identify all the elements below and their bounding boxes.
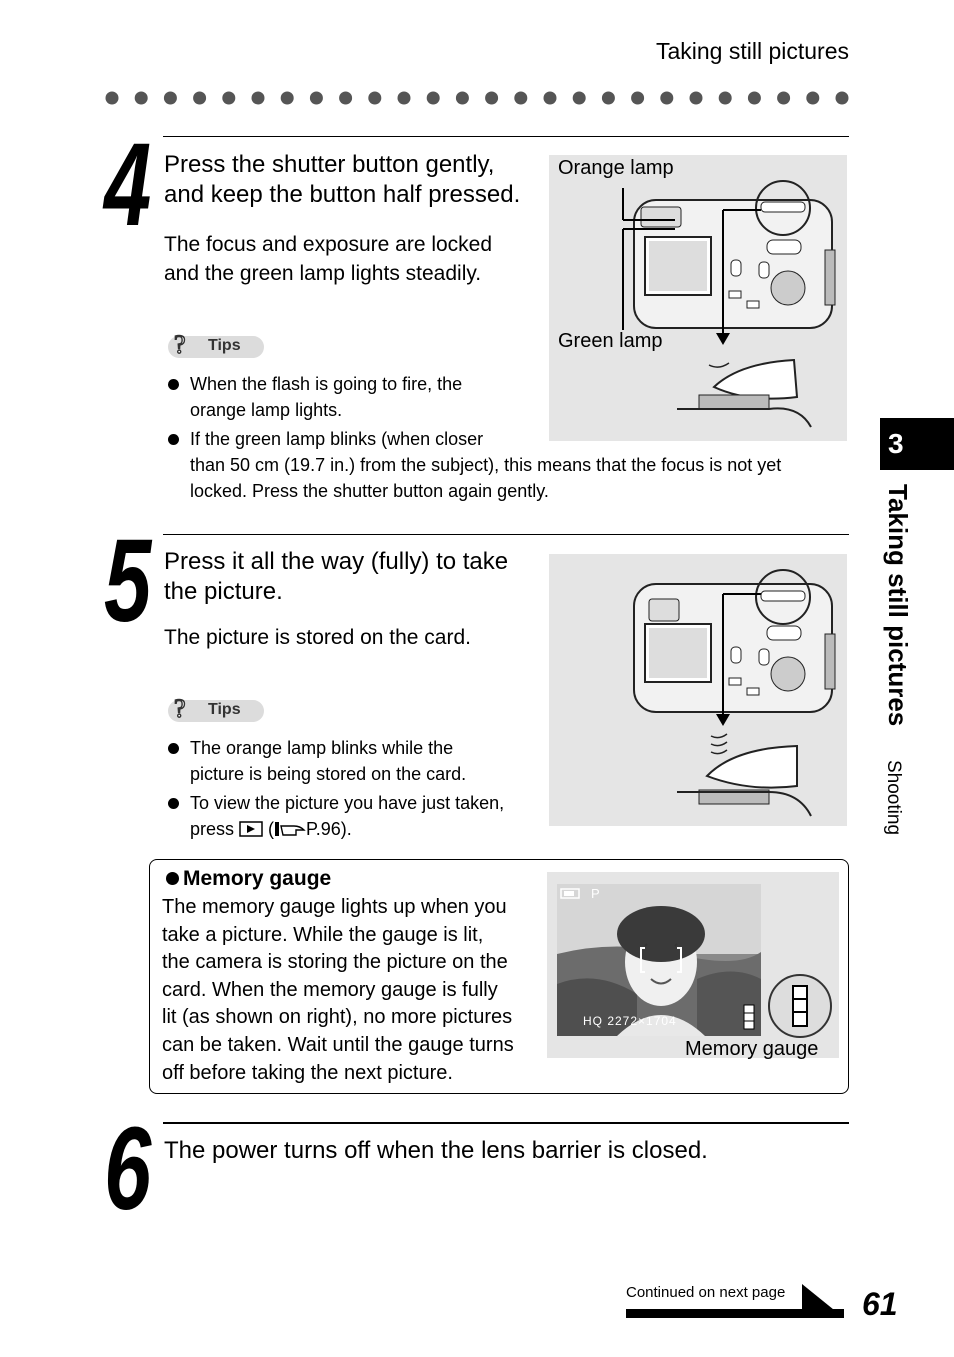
step-6-number: 6 bbox=[104, 1103, 152, 1235]
tip-line: picture is being stored on the card. bbox=[190, 764, 467, 784]
tip-line: If the green lamp blinks (when closer bbox=[190, 429, 484, 449]
tip-line: orange lamp lights. bbox=[190, 400, 343, 420]
step-4-heading bbox=[164, 150, 520, 210]
divider-dot bbox=[690, 92, 703, 105]
divider-dot bbox=[456, 92, 469, 105]
memory-gauge-title bbox=[166, 867, 331, 891]
memory-gauge-line: the camera is storing the picture on the bbox=[162, 951, 508, 974]
divider-dot bbox=[544, 92, 557, 105]
running-header: Taking still pictures bbox=[655, 38, 849, 64]
svg-text:?: ? bbox=[174, 330, 186, 359]
camera-half-press-illustration bbox=[549, 155, 847, 441]
svg-text:?: ? bbox=[174, 694, 186, 723]
dotted-divider bbox=[104, 90, 849, 106]
section-title-vertical bbox=[870, 760, 920, 870]
divider-dot bbox=[660, 92, 673, 105]
memory-gauge-line: take a picture. While the gauge is lit, bbox=[162, 923, 484, 946]
step-4-rule bbox=[163, 136, 849, 137]
memory-gauge-line: card. When the memory gauge is fully bbox=[162, 978, 498, 1001]
tips-label: Tips bbox=[208, 337, 241, 354]
tip-item bbox=[168, 790, 548, 842]
memory-gauge-box bbox=[149, 859, 849, 1094]
step-5-rule bbox=[163, 534, 849, 535]
step-6-heading bbox=[164, 1136, 708, 1166]
tip-text bbox=[190, 790, 504, 842]
divider-dot bbox=[836, 92, 849, 105]
divider-dot bbox=[310, 92, 323, 105]
divider-dot bbox=[719, 92, 732, 105]
chapter-title-vertical bbox=[862, 484, 922, 744]
tip-line: The orange lamp blinks while the bbox=[190, 738, 454, 758]
tip-line: locked. Press the shutter button again gently. bbox=[190, 481, 549, 501]
step-6-rule bbox=[163, 1122, 849, 1124]
memory-gauge-text bbox=[162, 894, 532, 1087]
step-4-figure bbox=[549, 155, 847, 441]
divider-dot bbox=[252, 92, 265, 105]
page-number: 61 bbox=[862, 1286, 898, 1322]
orange-lamp-label: Orange lamp bbox=[558, 157, 674, 179]
tip-line bbox=[190, 816, 504, 842]
step-5-heading-line: the picture. bbox=[164, 578, 283, 605]
step-5-number: 5 bbox=[104, 515, 152, 647]
divider-dot bbox=[222, 92, 235, 105]
tip-line: than 50 cm (19.7 in.) from the subject), this means that the focus is not yet bbox=[190, 455, 782, 475]
step-5-figure bbox=[549, 554, 847, 826]
divider-dot bbox=[602, 92, 615, 105]
tip-line: To view the picture you have just taken, bbox=[190, 793, 505, 813]
section-title: Shooting bbox=[883, 760, 904, 836]
play-button-icon bbox=[239, 821, 263, 837]
camera-full-press-illustration bbox=[549, 554, 847, 826]
divider-dot bbox=[135, 92, 148, 105]
tips-label: Tips bbox=[208, 701, 241, 718]
step-5-heading bbox=[164, 547, 508, 607]
step-4-body bbox=[164, 230, 492, 288]
memory-gauge-zoom-icon bbox=[765, 972, 835, 1040]
tip-text bbox=[190, 735, 466, 787]
memory-gauge-line: The memory gauge lights up when you bbox=[162, 896, 507, 918]
divider-dot bbox=[514, 92, 527, 105]
tips-badge bbox=[168, 694, 264, 723]
question-mark-icon bbox=[170, 693, 192, 723]
tip-line: When the flash is going to fire, the bbox=[190, 374, 463, 394]
ref-open: ( bbox=[268, 819, 275, 839]
divider-dot bbox=[485, 92, 498, 105]
memory-gauge-title-text: Memory gauge bbox=[183, 867, 332, 890]
bullet-icon bbox=[168, 434, 179, 445]
step-4-number: 4 bbox=[104, 119, 152, 251]
divider-dot bbox=[748, 92, 761, 105]
chapter-tab bbox=[880, 418, 954, 470]
divider-dot bbox=[339, 92, 352, 105]
divider-dot bbox=[398, 92, 411, 105]
continued-note: Continued on next page bbox=[626, 1284, 786, 1301]
press-word: press bbox=[190, 819, 235, 839]
divider-dot bbox=[631, 92, 644, 105]
bullet-icon bbox=[168, 379, 179, 390]
lcd-screen-photo bbox=[557, 884, 761, 1036]
divider-dot bbox=[777, 92, 790, 105]
continued-arrow-icon bbox=[626, 1284, 844, 1320]
chapter-number: 3 bbox=[888, 428, 904, 459]
memory-gauge-figure bbox=[547, 872, 839, 1058]
tip-text bbox=[190, 371, 462, 423]
divider-dot bbox=[193, 92, 206, 105]
ref-page: P.96). bbox=[306, 819, 352, 839]
divider-dot bbox=[368, 92, 381, 105]
bullet-icon bbox=[166, 872, 179, 885]
step-4-body-line: and the green lamp lights steadily. bbox=[164, 262, 482, 285]
page-reference-hand-icon bbox=[274, 821, 306, 837]
memory-gauge-icon bbox=[743, 1004, 755, 1030]
divider-dot bbox=[427, 92, 440, 105]
divider-dot bbox=[106, 92, 119, 105]
lcd-quality-indicator: HQ 2272×1704 bbox=[583, 1014, 677, 1028]
bullet-icon bbox=[168, 798, 179, 809]
divider-dot bbox=[573, 92, 586, 105]
step-4-heading-line: Press the shutter button gently, bbox=[164, 151, 495, 178]
step-5-tips-list bbox=[168, 735, 548, 845]
divider-dot bbox=[164, 92, 177, 105]
memory-gauge-line: lit (as shown on right), no more pictures bbox=[162, 1006, 513, 1029]
tip-item bbox=[168, 735, 548, 787]
memory-gauge-caption: Memory gauge bbox=[685, 1038, 819, 1060]
step-6-heading-line: The power turns off when the lens barrier is closed. bbox=[164, 1137, 708, 1164]
step-4-body-line: The focus and exposure are locked bbox=[164, 233, 493, 256]
step-5-body bbox=[164, 623, 471, 652]
divider-dot bbox=[281, 92, 294, 105]
question-mark-icon bbox=[170, 329, 192, 359]
step-5-heading-line: Press it all the way (fully) to take bbox=[164, 548, 509, 575]
green-lamp-label: Green lamp bbox=[558, 330, 663, 352]
step-4-heading-line: and keep the button half pressed. bbox=[164, 181, 521, 208]
step-5-body-line: The picture is stored on the card. bbox=[164, 626, 471, 649]
divider-dot bbox=[806, 92, 819, 105]
memory-gauge-line: can be taken. Wait until the gauge turns bbox=[162, 1033, 514, 1056]
tips-badge bbox=[168, 330, 264, 359]
memory-gauge-line: off before taking the next picture. bbox=[162, 1061, 453, 1084]
chapter-title: Taking still pictures bbox=[883, 484, 913, 727]
bullet-icon bbox=[168, 743, 179, 754]
lcd-mode-indicator: P bbox=[591, 886, 600, 901]
